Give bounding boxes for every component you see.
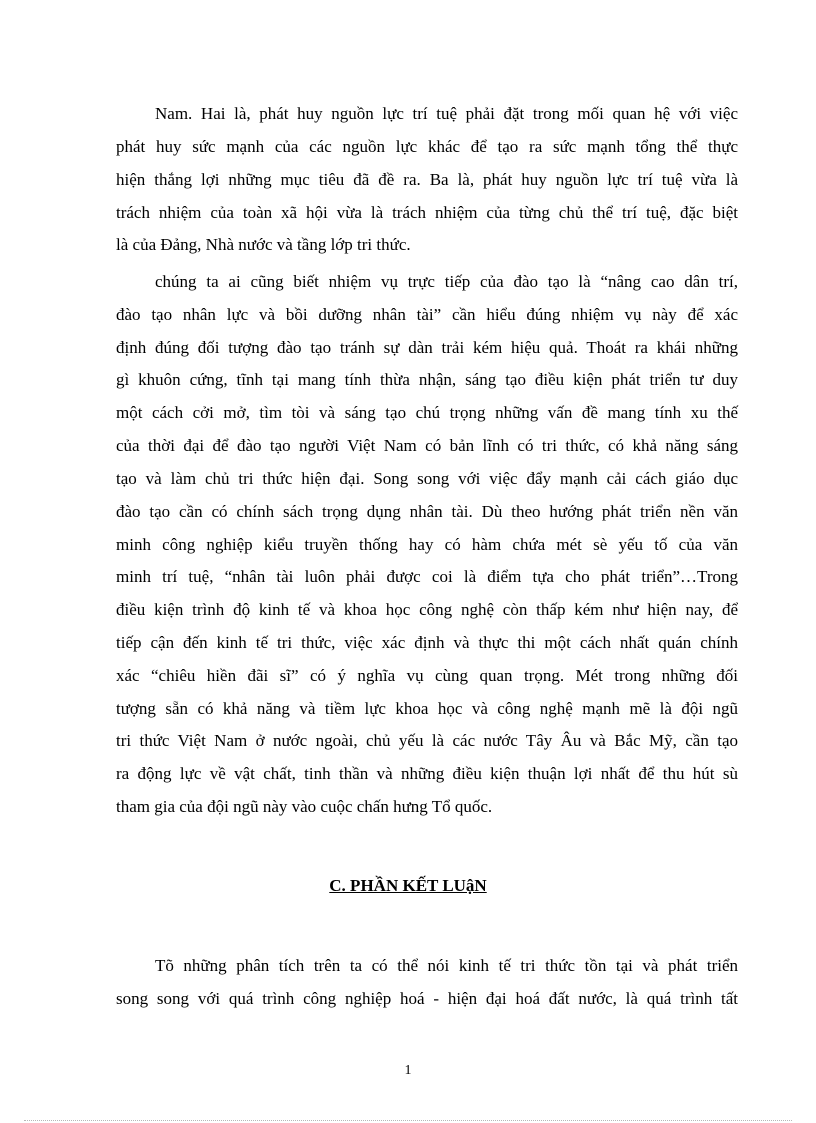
section-heading-text: C. PHẦN KẾT LUậN [329,876,487,895]
paragraph-2-line: minh trí tuệ, “nhân tài luôn phải được coi là điểm tựa cho phát triển”…Trong [116,567,738,586]
paragraph-2-line: xác “chiêu hiền đãi sĩ” có ý nghĩa vụ cùng quan trọng. Mét trong những đối [116,666,738,685]
paragraph-2-line: đào tạo cần có chính sách trọng dụng nhân tài. Dù theo hướng phát triển nền văn [116,502,738,521]
page-bottom-rule [24,1120,792,1121]
paragraph-2-line: minh công nghiệp kiểu truyền thống hay có hàm chứa mét sè yếu tố của văn [116,535,738,554]
paragraph-2-line: chúng ta ai cũng biết nhiệm vụ trực tiếp của đào tạo là “nâng cao dân trí, [155,272,738,291]
paragraph-2-line: định đúng đối tượng đào tạo tránh sự dàn trải kém hiệu quả. Thoát ra khái những [116,338,738,357]
paragraph-2-line: tạo và làm chủ tri thức hiện đại. Song song với việc đẩy mạnh cải cách giáo dục [116,469,738,488]
paragraph-1-line: là của Đảng, Nhà nước và tầng lớp tri thức. [116,235,411,254]
paragraph-1-line: hiện thắng lợi những mục tiêu đã đề ra. Ba là, phát huy nguồn lực trí tuệ vừa là [116,170,738,189]
paragraph-2-line: của thời đại để đào tạo người Việt Nam có bản lĩnh có tri thức, có khả năng sáng [116,436,738,455]
paragraph-2-line: đào tạo nhân lực và bồi dưỡng nhân tài” cần hiểu đúng nhiệm vụ này để xác [116,305,738,324]
paragraph-2-line: tiếp cận đến kinh tế tri thức, việc xác định và thực thi một cách nhất quán chính [116,633,738,652]
section-heading [0,876,816,896]
paragraph-2-line: điều kiện trình độ kinh tế và khoa học công nghệ còn thấp kém như hiện nay, để [116,600,738,619]
paragraph-1-line: trách nhiệm của toàn xã hội vừa là trách nhiệm của từng chủ thể trí tuệ, đặc biệt [116,203,738,222]
paragraph-2-line: một cách cởi mở, tìm tòi và sáng tạo chú trọng những vấn đề mang tính xu thế [116,403,738,422]
paragraph-2-line: tri thức Việt Nam ở nước ngoài, chủ yếu là các nước Tây Âu và Bắc Mỹ, cần tạo [116,731,738,750]
paragraph-2-line: gì khuôn cứng, tĩnh tại mang tính thừa nhận, sáng tạo điều kiện phát triển tư duy [116,370,738,389]
paragraph-1-line: Nam. Hai là, phát huy nguồn lực trí tuệ phải đặt trong mối quan hệ với việc [155,104,738,123]
paragraph-3-line: Tõ những phân tích trên ta có thể nói kinh tế tri thức tồn tại và phát triển [155,956,738,975]
paragraph-1-line: phát huy sức mạnh của các nguồn lực khác để tạo ra sức mạnh tổng thể thực [116,137,738,156]
paragraph-3-line: song song với quá trình công nghiệp hoá - hiện đại hoá đất nước, là quá trình tất [116,989,738,1008]
paragraph-2-line: tham gia của đội ngũ này vào cuộc chấn hưng Tổ quốc. [116,797,493,816]
paragraph-2-line: tượng sẵn có khả năng và tiềm lực khoa học và công nghệ mạnh mẽ là đội ngũ [116,699,738,718]
paragraph-2-line: ra động lực về vật chất, tinh thần và những điều kiện thuận lợi nhất để thu hút sù [116,764,738,783]
page-number: 1 [404,1063,412,1078]
